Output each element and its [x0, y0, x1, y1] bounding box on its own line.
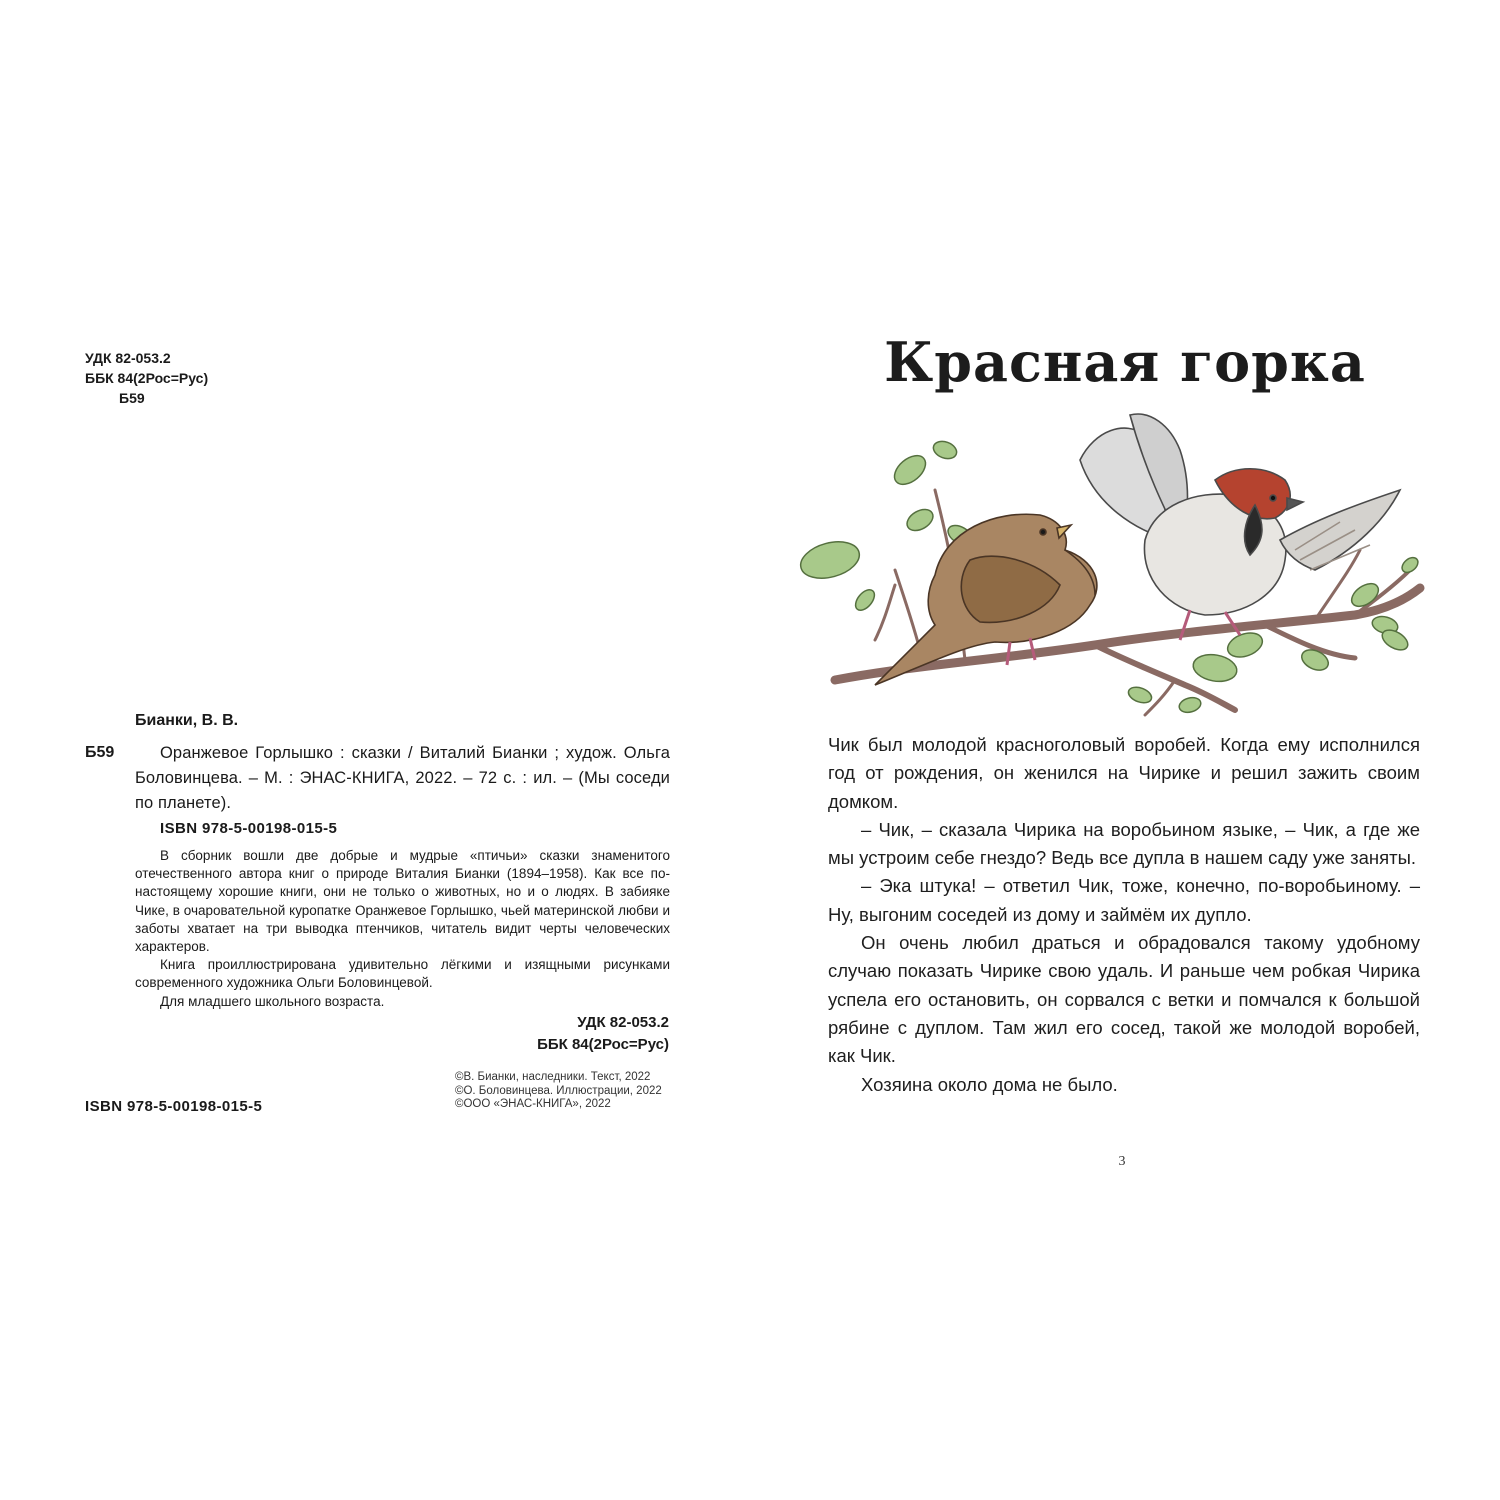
annotation-paragraph: Для младшего школьного возраста. — [160, 993, 385, 1009]
author-sign: Б59 — [119, 390, 145, 406]
story-paragraph: Хозяина около дома не было. — [861, 1073, 1118, 1095]
story-paragraph: Чик был молодой красноголовый воробей. Когда ему исполнился год от рождения, он женился на Чирике и решил зажить своим домком. — [828, 734, 1420, 812]
record-isbn: ISBN 978-5-00198-015-5 — [160, 820, 338, 837]
bbk-code: ББК 84(2Рос=Рус) — [537, 1036, 669, 1053]
annotation-paragraph: В сборник вошли две добрые и мудрые «птичьи» сказки знаменитого отечественного автора книг о природе Виталия Бианки (1894–1958). Как все по-настоящему хорошие книги, они не только о животных, но и о людях. В забияке Чике, в очаровательной куропатке Оранжевое Горлышко, чьей материнской любви и заботы хватает на три выводка птенчиков, читатель видит черты человеческих характеров. — [135, 848, 670, 955]
classification-block-bottom — [470, 1012, 669, 1056]
isbn-bottom: ISBN 978-5-00198-015-5 — [85, 1098, 263, 1115]
annotation-paragraph: Книга проиллюстрирована удивительно лёгкими и изящными рисунками современного художника Ольги Боловинцевой. — [135, 957, 670, 991]
copyright-line: ©В. Бианки, наследники. Текст, 2022 — [455, 1071, 651, 1083]
copyright-line: ©ООО «ЭНАС-КНИГА», 2022 — [455, 1098, 611, 1110]
chapter-title: Красная горка — [884, 330, 1366, 394]
udk-code: УДК 82-053.2 — [577, 1014, 669, 1031]
bbk-code: ББК 84(2Рос=Рус) — [85, 370, 209, 386]
udk-code: УДК 82-053.2 — [85, 350, 171, 366]
classification-block-top — [85, 348, 208, 408]
copyright-line: ©О. Боловинцева. Иллюстрации, 2022 — [455, 1084, 662, 1097]
red-headed-sparrow — [1080, 414, 1400, 640]
story-paragraph: Он очень любил драться и обрадовался такому удобному случаю показать Чирике свою удаль. И раньше чем робкая Чирика успела его остановить, он сорвался с ветки и помчался к большой рябине с дуплом. Там жил его сосед, такой же молодой воробей, как Чик. — [828, 932, 1420, 1067]
record-author-sign: Б59 — [85, 744, 115, 761]
story-text — [828, 731, 1420, 1099]
story-paragraph: – Чик, – сказала Чирика на воробьином языке, – Чик, а где же мы устроим себе гнездо? Ведь все дупла в нашем саду уже заняты. — [828, 818, 1420, 869]
page-number: 3 — [1118, 1154, 1126, 1169]
copyright-block — [455, 1071, 662, 1112]
record-author: Бианки, В. В. — [135, 712, 239, 729]
story-paragraph: – Эка штука! – ответил Чик, тоже, конечно, по-воробьиному. – Ну, выгоним соседей из дому и займём их дупло. — [828, 875, 1420, 925]
bibliographic-description: Оранжевое Горлышко : сказки / Виталий Бианки ; худож. Ольга Боловинцева. – М. : ЭНАС-КНИГА, 2022. – 72 с. : ил. – (Мы соседи по планете). — [135, 744, 670, 812]
illustration-svg — [795, 410, 1425, 720]
sparrows-on-branch-illustration — [795, 410, 1425, 720]
annotation — [135, 847, 670, 1011]
